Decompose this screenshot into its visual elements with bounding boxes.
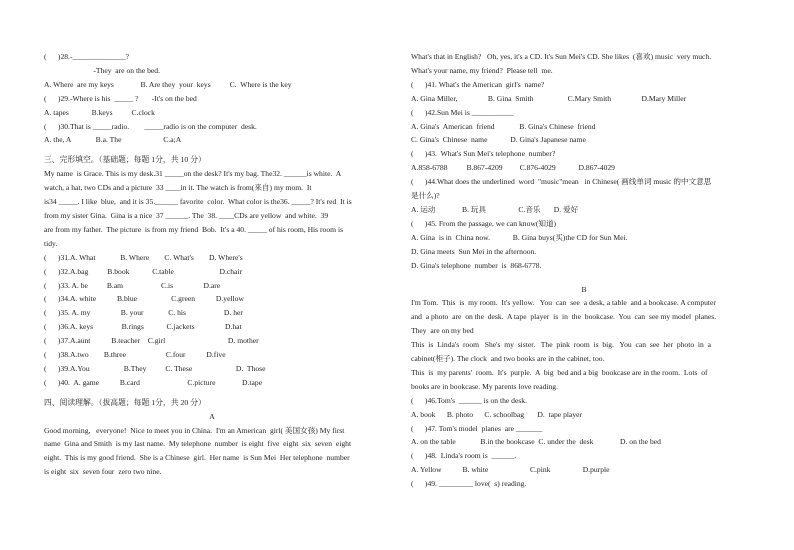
passage-line: My name is Grace. This is my desk.31 _____on the desk? It's my bag. The32. ______is white. A <box>44 169 342 179</box>
question-line: ( )41. What's the American girl's name? <box>411 79 545 89</box>
option-row: ( )34.A. white B.blue C.green D.yellow <box>44 294 244 304</box>
passage-line: This is my parents' room. It's purple. A big bed and a big bookcase are in the room. Lots of <box>411 367 708 377</box>
passage-line: Good morning, everyone! Nice to meet you in China. I'm an American girl( 美国女孩) My first <box>44 425 345 435</box>
question-line: A. 运动 B. 玩具 C.音乐 D. 爱好 <box>411 204 579 214</box>
question-line: D. Gina's telephone number is 868-6778. <box>411 260 542 270</box>
passage-line: books are in bookcase. My parents love reading. <box>411 381 558 391</box>
question-line: D. Gina meets Sun Mei in the afternoon. <box>411 246 537 256</box>
question-line: C. Gina's Chinese name D. Gina's Japanese name <box>411 135 586 145</box>
passage-line: This is Linda's room She's my sister. The pink room is big. You can see her photo in a <box>411 340 711 350</box>
passage-line: from my sister Gina. Gina is a nice 37 ______. The 38. ____CDs are yellow and white. 39 <box>44 210 329 220</box>
questions-41-45 <box>411 78 757 273</box>
question-line: ( )48. Linda's room is ______. <box>411 451 517 461</box>
question-line: ( )47. Tom's model planes are _______ <box>411 423 543 433</box>
section-heading-reading: 四、阅读理解。（拔高题；每题 1分，共 20 分） <box>44 397 206 407</box>
question-line: ( )42.Sun Mei is ___________ <box>411 107 514 117</box>
question-line: 是什么)? <box>411 191 440 201</box>
passage-a <box>44 424 380 480</box>
question-line: A. Gina Miller, B. Gina Smith C.Mary Smith D.Mary Miller <box>411 93 687 103</box>
passage-line: What's your name, my friend? Please tell me. <box>411 65 553 75</box>
question-line: A. on the table B.in the bookcase C. under the desk D. on the bed <box>411 437 661 447</box>
option-row: ( )39.A.You B.They C. These D. Those <box>44 363 266 373</box>
left-column <box>44 50 380 479</box>
question-line: ( )44.What does the underlined word "music"mean in Chinese( 画线单词 music 的中文意思 <box>411 177 712 187</box>
text-line: ( )30.That is _____radio. _____radio is on the computer desk. <box>44 121 257 131</box>
passage-line: They are on my bed <box>411 326 474 336</box>
section-heading-cloze: 三、完形填空。（基础题；每题 1分，共 10 分） <box>44 155 206 165</box>
passage-line: cabinet(柜子). The clock and two books are in the cabinet, too. <box>411 354 605 364</box>
passage-line: is eight six seven four zero two nine. <box>44 467 162 477</box>
question-line: A. Gina is in China now. B. Gina buys(买)the CD for Sun Mei. <box>411 232 628 242</box>
question-line: ( )49. _________ love( s) reading. <box>411 479 527 489</box>
option-row: ( )37.A.aunt B.teacher C.girl D. mother <box>44 336 259 346</box>
option-row: ( )36.A. keys B.rings C.jackets D.hat <box>44 322 242 332</box>
question-line: A. book B. photo C. schoolbag D. tape player <box>411 409 583 419</box>
option-row: ( )38.A.two B.three C.four D.five <box>44 350 226 360</box>
text-line: ( )28.-______________? <box>44 52 129 61</box>
question-line: A. Yellow B. white C.pink D.purple <box>411 465 610 475</box>
text-line: A. Where are my keys B. Are they your keys C. Where is the key <box>44 79 292 89</box>
option-row: ( )32.A.bag B.book C.table D.chair <box>44 266 243 276</box>
passage-line: is34 _____. I like blue, and it is 35.______ favorite color. What color is the36. _____? It's red It is <box>44 197 352 207</box>
passage-line: tidy. <box>44 238 58 248</box>
passage-line: name Gina and Smith is my last name. My telephone number is eight five eight six seven eight <box>44 439 352 449</box>
passage-line: eight. This is my good friend. She is a Chinese girl. Her name is Sun Mei Her telephone number <box>44 453 350 463</box>
question-line: ( )46.Tom's ______ is on the desk. <box>411 395 528 405</box>
text-line: -They are on the bed. <box>44 65 160 75</box>
cloze-options <box>44 251 380 390</box>
text-line: A. tapes B.keys C.clock <box>44 107 155 117</box>
passage-line: What's that in English? Oh, yes, it's a CD. It's Sun Mei's CD. She likes (喜欢) music very much. <box>411 52 712 61</box>
text-line: A. the, A B.a. The C.a;A <box>44 135 182 145</box>
passage-a-continued <box>411 50 757 78</box>
option-row: ( )40. A. game B.card C.picture D.tape <box>44 377 263 387</box>
questions-46-49 <box>411 394 757 491</box>
option-row: ( )35. A. my B. your C. his D. her <box>44 308 243 318</box>
passage-b <box>411 296 757 393</box>
passage-b-label: B <box>581 284 587 294</box>
question-block-28-30 <box>44 50 380 147</box>
passage-line: and a photo are on the desk. A tape player is in the bookcase. You can see my model planes. <box>411 312 717 322</box>
passage-line: I'm Tom. This is my room. It's yellow. You can see a desk, a table and a bookcase. A computer <box>411 298 716 308</box>
question-line: ( )45. From the passage, we can know(知道) <box>411 218 557 228</box>
right-column <box>411 50 757 491</box>
text-line: ( )29.-Where is his _____ ? -It's on the bed <box>44 93 197 103</box>
option-row: ( )31.A. What B. Where C. What's D. Where's <box>44 252 243 262</box>
cloze-passage <box>44 167 380 250</box>
passage-a-label: A <box>209 411 215 421</box>
question-line: ( )43. What's Sun Mei's telephone number? <box>411 149 556 159</box>
question-line: A. Gina's American friend B. Gina's Chinese friend <box>411 121 596 131</box>
passage-line: watch, a hat, two CDs and a picture 33 ____in it. The watch is from(来自) my mom. It <box>44 183 312 193</box>
question-line: A.858-6788 B.867-4209 C.876-4029 D.867-4029 <box>411 163 615 173</box>
option-row: ( )33. A. be B.am C.is D.are <box>44 280 221 290</box>
passage-line: are from my father. The picture is from my friend Bob. It's a 40. _____ of his room, His room is <box>44 224 344 234</box>
